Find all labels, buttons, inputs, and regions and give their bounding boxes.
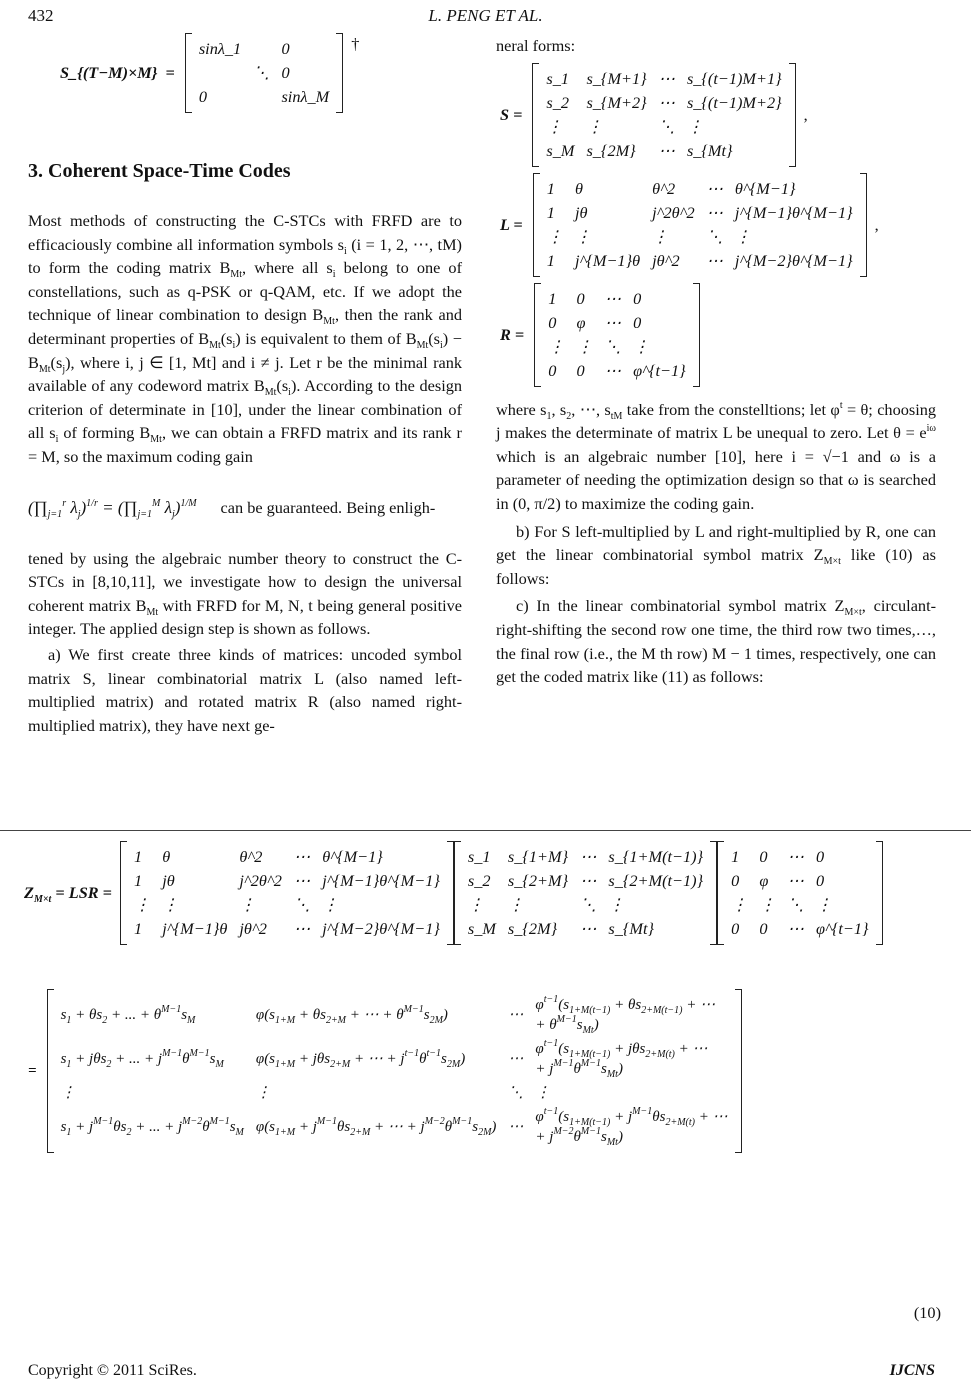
- eq10-lhs: $Z_{M\times t}$ = LSR =: [24, 883, 112, 905]
- matrix-brackets: [717, 842, 882, 944]
- matrix-row: [128, 869, 446, 893]
- matrix-cell: ⋮: [731, 895, 748, 914]
- matrix-s: [500, 64, 936, 166]
- matrix-cell: φ: [759, 871, 769, 890]
- matrix-cell: ⋯: [508, 1007, 524, 1023]
- matrix-cell: ⋮: [734, 226, 752, 246]
- coding-gain-formula: [28, 469, 462, 547]
- matrix-cell: 0: [576, 288, 585, 308]
- matrix-cell: ⋱: [658, 116, 675, 136]
- matrix-cell: ⋯: [658, 140, 675, 160]
- matrix-cell: 1: [546, 202, 555, 222]
- gain-formula: ($\prod_{j=1}^r$ $\lambda_j)^{1/r}$ = ($\prod_{j=1}^M$ $\lambda_j)^{1/M}$: [28, 497, 197, 520]
- matrix-cell: ⋮: [586, 116, 603, 136]
- matrix-cell: φ^{t−1}: [633, 360, 686, 380]
- matrix-cell: $\varphi(s_{1+M} + j\theta s_{2+M}$ + ⋯ + $j^{t-1}\theta^{t-1}s_{2M}$): [255, 1048, 466, 1070]
- matrix-label: S_{(T−M)×M} =: [60, 63, 175, 82]
- matrix-row: [193, 85, 335, 109]
- matrix-cell: ⋮: [633, 336, 650, 356]
- matrix-cell: jθ^2: [239, 919, 267, 938]
- matrix-row: [725, 869, 874, 893]
- matrix-cell: $\varphi^{t-1}(s_{1+M(t-1)} + j\theta s_{2+M(t)}$ + ⋯ + $j^{M-1}\theta^{M-1}s_{Mt}$): [535, 1038, 708, 1080]
- matrix-row: [128, 917, 446, 941]
- matrix-cell: 0: [731, 871, 740, 890]
- matrix-row: [462, 893, 709, 917]
- matrix-row: [541, 177, 859, 201]
- matrix-cell: ⋯: [604, 288, 622, 308]
- matrix-label: L =: [500, 214, 523, 234]
- matrix-cell: 1: [546, 178, 555, 198]
- matrix-row: [541, 225, 859, 249]
- matrix-cell: j^{M−1}θ: [574, 250, 641, 270]
- matrix-cell: s_M: [467, 919, 496, 938]
- matrix-cell: s_{1+M(t−1)}: [608, 847, 704, 866]
- matrix-cell: ⋯: [658, 92, 675, 112]
- matrix-cell: ⋮: [535, 1085, 551, 1101]
- matrix-cell: φ: [576, 312, 586, 332]
- matrix-r: [500, 284, 936, 386]
- matrix-cell: ⋯: [787, 871, 804, 890]
- matrix-cell: jθ: [574, 202, 588, 222]
- equation-number: (10): [913, 1303, 941, 1322]
- matrix-cell: ⋮: [546, 116, 563, 136]
- matrix-cell: θ^{M−1}: [322, 847, 383, 866]
- matrix-cell: 1: [731, 847, 740, 866]
- matrix-suffix: †: [351, 34, 360, 53]
- running-title: L. PENG ET AL.: [428, 6, 543, 25]
- matrix-cell: ⋮: [548, 336, 565, 356]
- divider: [0, 830, 971, 831]
- matrix-cell: s_{Mt}: [686, 140, 733, 160]
- matrix-row: [55, 993, 734, 1037]
- matrix-cell: s_2: [467, 871, 491, 890]
- matrix-cell: $\varphi^{t-1}(s_{1+M(t-1)} + \theta s_{2+M(t-1)}$ + ⋯ + $\theta^{M-1}s_{Mt}$): [535, 994, 716, 1036]
- matrix-cell: j^{M−1}θ^{M−1}: [734, 202, 853, 222]
- matrix-row: [725, 893, 874, 917]
- matrix-cell: ⋮: [608, 895, 625, 914]
- matrix-cell: ⋮: [576, 336, 593, 356]
- matrix-brackets: [185, 34, 343, 112]
- matrix-cell: ⋮: [546, 226, 563, 246]
- matrix-cell: ⋱: [508, 1085, 524, 1101]
- matrix-cell: 0: [815, 847, 825, 866]
- paragraph: c) In the linear combinatorial symbol matrix $Z_{M\times t}$, circulant-right-shifting the second row one time, the third row two times,…, the final row (i.e., the M th row) M − 1 times, respectively, one can get the coded matrix like (11) as follows:: [496, 596, 937, 687]
- matrix-cell: 0: [281, 39, 290, 58]
- matrix-cell: 0: [759, 847, 768, 866]
- matrix-cell: ⋯: [580, 847, 597, 866]
- paragraph: tened by using the algebraic number theory to construct the C-STCs in [8,10,11], we investigate how to design the universal coherent matrix $B_{Mt}$ with FRFD for M, N, t being general positive integer. The applied design step is shown as follows.: [28, 548, 462, 639]
- paragraph: neral forms:: [496, 36, 576, 55]
- matrix-suffix: ,: [803, 104, 808, 124]
- matrix-cell: ⋮: [322, 895, 339, 914]
- matrix-row: [462, 845, 709, 869]
- matrix-brackets: [533, 174, 867, 276]
- matrix-cell: s_M: [546, 140, 575, 160]
- matrix-cell: $\varphi(s_{1+M} + j^{M-1}\theta s_{2+M}$ + ⋯ + $j^{M-2}\theta^{M-1}s_{2M}$): [255, 1116, 497, 1138]
- matrix-row: [462, 917, 709, 941]
- paragraph: a) We first create three kinds of matrices: uncoded symbol matrix S, linear combinatorial matrix L (also named left-multiplied matrix) and rotated matrix R (also named right-multiplied matrix), they have next ge-: [28, 644, 462, 735]
- matrix-cell: 0: [548, 312, 557, 332]
- matrix-cell: ⋮: [162, 895, 179, 914]
- matrix-cell: ⋱: [580, 895, 597, 914]
- matrix-cell: j^{M−1}θ^{M−1}: [322, 871, 440, 890]
- matrix-cell: ⋱: [706, 226, 723, 246]
- matrix-cell: j^2θ^2: [652, 202, 695, 222]
- matrix-cell: 1: [133, 871, 143, 890]
- matrix-row: [541, 201, 859, 225]
- left-column: [28, 209, 462, 737]
- matrix-cell: s_{M+2}: [586, 92, 647, 112]
- matrix-cell: 0: [548, 360, 557, 380]
- matrix-cell: $s_1 + j\theta s_2$ + ... + $j^{M-1}\theta^{M-1}s_M$: [60, 1048, 224, 1070]
- matrix-cell: θ^2: [652, 178, 676, 198]
- matrix-cell: 0: [731, 919, 740, 938]
- matrix-cell: 0: [198, 87, 207, 106]
- matrix-row: [542, 311, 691, 335]
- matrix-cell: ⋯: [706, 250, 723, 270]
- matrix-row: [540, 91, 787, 115]
- matrix-cell: 0: [759, 919, 768, 938]
- matrix-cell: ⋯: [580, 871, 597, 890]
- matrix-cell: s_{(t−1)M+1}: [686, 68, 782, 88]
- paragraph: Most methods of constructing the C-STCs with FRFD are to efficaciously combine all information symbols $s_i$ (i = 1, 2, ⋯, tM) to form the coding matrix $B_{Mt}$, where all $s_i$ belong to one of constellations, such as q-PSK or q-QAM, etc. If we adopt the technique of linear combination to design $B_{Mt}$, then the rank and determinant properties of $B_{Mt}(s_i)$ is equivalent to them of $B_{Mt}(s_i) - B_{Mt}(s_j)$, where i, j ∈ [1, Mt] and i ≠ j. Let r be the minimal rank available of any codeword matrix $B_{Mt}(s_i)$. According to the design criterion of determinate in [10], under the linear combination of all $s_i$ of forming $B_{Mt}$, we can obtain a FRFD matrix and its rank r = M, so the maximum coding gain: [28, 211, 463, 466]
- matrix-label: R =: [500, 324, 525, 344]
- matrix-cell: sinλ_M: [281, 87, 330, 106]
- matrix-cell: ⋯: [580, 919, 597, 938]
- matrix-cell: 0: [633, 288, 642, 308]
- matrix-cell: ⋮: [133, 895, 151, 914]
- matrix-cell: 0: [633, 312, 642, 332]
- matrix-cell: j^{M−2}θ^{M−1}: [322, 919, 440, 938]
- equation-10-result: [28, 990, 742, 1152]
- matrix-cell: [193, 61, 247, 85]
- section-title: 3. Coherent Space-Time Codes: [28, 160, 291, 182]
- gain-text: can be guaranteed. Being enligh-: [220, 497, 436, 517]
- matrix-brackets: [120, 842, 454, 944]
- matrix-row: [55, 1081, 734, 1105]
- matrix-cell: s_{M+1}: [586, 68, 647, 88]
- right-column: [496, 34, 936, 689]
- matrix-cell: ⋯: [293, 847, 311, 866]
- matrix-cell: j^{M−1}θ: [162, 919, 228, 938]
- matrix-cell: ⋯: [604, 360, 622, 380]
- matrix-cell: ⋯: [658, 68, 675, 88]
- matrix-s: [454, 842, 717, 944]
- matrix-cell: s_1: [467, 847, 491, 866]
- matrix-cell: 1: [546, 250, 555, 270]
- matrix-cell: ⋱: [253, 63, 270, 82]
- matrix-cell: θ^{M−1}: [734, 178, 796, 198]
- matrix-suffix: ,: [874, 214, 879, 234]
- matrix-cell: φ^{t−1}: [815, 919, 869, 938]
- matrix-cell: ⋱: [293, 895, 311, 914]
- matrix-row: [193, 37, 335, 61]
- matrix-cell: ⋮: [507, 895, 525, 914]
- matrix-cell: ⋯: [293, 871, 311, 890]
- matrix-cell: θ: [162, 847, 171, 866]
- matrix-cell: $\varphi(s_{1+M} + \theta s_{2+M}$ + ⋯ + $\theta^{M-1}s_{2M}$): [255, 1004, 448, 1026]
- matrix-l: [500, 174, 936, 276]
- matrix-label: =: [28, 1062, 37, 1079]
- matrix-r: [717, 842, 882, 944]
- matrix-cell: ⋱: [787, 895, 804, 914]
- matrix-cell: 1: [548, 288, 557, 308]
- matrix-l: [120, 842, 454, 944]
- equation-s-sin: [60, 34, 359, 112]
- matrix-brackets: [454, 842, 717, 944]
- matrix-cell: ⋱: [604, 336, 622, 356]
- matrix-row: [542, 359, 691, 383]
- matrix-cell: 1: [133, 919, 143, 938]
- matrix-cell: 0: [576, 360, 585, 380]
- matrix-cell: s_2: [546, 92, 570, 112]
- matrix-cell: s_1: [546, 68, 570, 88]
- matrix-row: [540, 115, 787, 139]
- matrix-cell: jθ: [162, 871, 175, 890]
- matrix-row: [193, 61, 335, 85]
- matrix-cell: ⋮: [574, 226, 592, 246]
- matrix-cell: s_{(t−1)M+2}: [686, 92, 782, 112]
- matrix-brackets: [534, 284, 699, 386]
- matrix-cell: θ^2: [239, 847, 263, 866]
- matrix-cell: ⋮: [686, 116, 704, 136]
- matrix-cell: j^{M−2}θ^{M−1}: [734, 250, 853, 270]
- equation-10-product: [24, 842, 883, 944]
- matrix-cell: ⋮: [467, 895, 485, 914]
- matrix-row: [542, 287, 691, 311]
- journal-name: IJCNS: [889, 1362, 935, 1379]
- matrix-row: [725, 917, 874, 941]
- matrix-row: [541, 249, 859, 273]
- matrix-cell: ⋮: [759, 895, 776, 914]
- matrix-cell: s_{2+M(t−1)}: [608, 871, 704, 890]
- matrix-cell: s_{2M}: [586, 140, 636, 160]
- matrix-cell: $s_1 + j^{M-1}\theta s_2$ + ... + $j^{M-2}\theta^{M-1}s_M$: [60, 1116, 244, 1138]
- matrix-cell: s_{2+M}: [507, 871, 569, 890]
- matrix-cell: 1: [133, 847, 143, 866]
- paragraph: where $s_1$, $s_2$, ⋯, $s_{tM}$ take from the constelltions; let $\varphi^t = \theta$; choosing j makes the determinate of matrix L be unequal to zero. Let $\theta = e^{i\omega}$ which is an algebraic number [10], here i = √−1 and ω is a parameter of needing the optimization design so that ω is searched in (0, π/2) to maximize the coding gain.: [496, 399, 936, 513]
- paragraph: b) For S left-multiplied by L and right-multiplied by R, one can get the linear combinatorial symbol matrix $Z_{M\times t}$ like (10) as follows:: [496, 521, 936, 588]
- matrix-cell: $\varphi^{t-1}(s_{1+M(t-1)} + j^{M-1}\theta s_{2+M(t)}$ + ⋯ + $j^{M-2}\theta^{M-1}s_{Mt}$): [535, 1106, 728, 1148]
- matrix-cell: ⋯: [787, 847, 804, 866]
- matrix-brackets: [532, 64, 795, 166]
- matrix-cell: 0: [281, 63, 290, 82]
- matrix-cell: ⋮: [815, 895, 833, 914]
- matrix-cell: s_{2M}: [507, 919, 558, 938]
- matrix-cell: ⋯: [508, 1051, 524, 1067]
- matrix-row: [55, 1037, 734, 1081]
- matrix-cell: ⋮: [255, 1085, 271, 1101]
- matrix-label: S =: [500, 104, 523, 124]
- matrix-row: [462, 869, 709, 893]
- matrix-row: [725, 845, 874, 869]
- matrix-cell: θ: [574, 178, 583, 198]
- matrix-cell: ⋮: [60, 1085, 76, 1101]
- matrix-cell: ⋯: [706, 178, 723, 198]
- matrix-brackets: [47, 990, 742, 1152]
- matrix-cell: ⋯: [787, 919, 804, 938]
- matrix-row: [542, 335, 691, 359]
- matrix-row: [540, 139, 787, 163]
- matrix-cell: s_{1+M}: [507, 847, 569, 866]
- matrix-row: [55, 1105, 734, 1149]
- matrix-cell: ⋯: [293, 919, 311, 938]
- matrix-cell: ⋯: [508, 1119, 524, 1135]
- matrix-cell: $s_1 + \theta s_2$ + ... + $\theta^{M-1}s_M$: [60, 1004, 196, 1026]
- matrix-row: [128, 845, 446, 869]
- matrix-cell: ⋯: [706, 202, 723, 222]
- matrix-cell: jθ^2: [652, 250, 680, 270]
- matrix-cell: sinλ_1: [198, 39, 242, 58]
- matrix-cell: [247, 85, 275, 109]
- matrix-row: [128, 893, 446, 917]
- matrix-cell: ⋮: [652, 226, 669, 246]
- matrix-cell: 0: [815, 871, 825, 890]
- page-number: 432: [28, 6, 54, 25]
- matrix-cell: s_{Mt}: [608, 919, 654, 938]
- matrix-cell: ⋮: [239, 895, 256, 914]
- matrix-cell: j^2θ^2: [239, 871, 282, 890]
- matrix-row: [540, 67, 787, 91]
- matrix-cell: [247, 37, 275, 61]
- copyright: Copyright © 2011 SciRes.: [28, 1362, 197, 1379]
- matrix-cell: ⋯: [604, 312, 622, 332]
